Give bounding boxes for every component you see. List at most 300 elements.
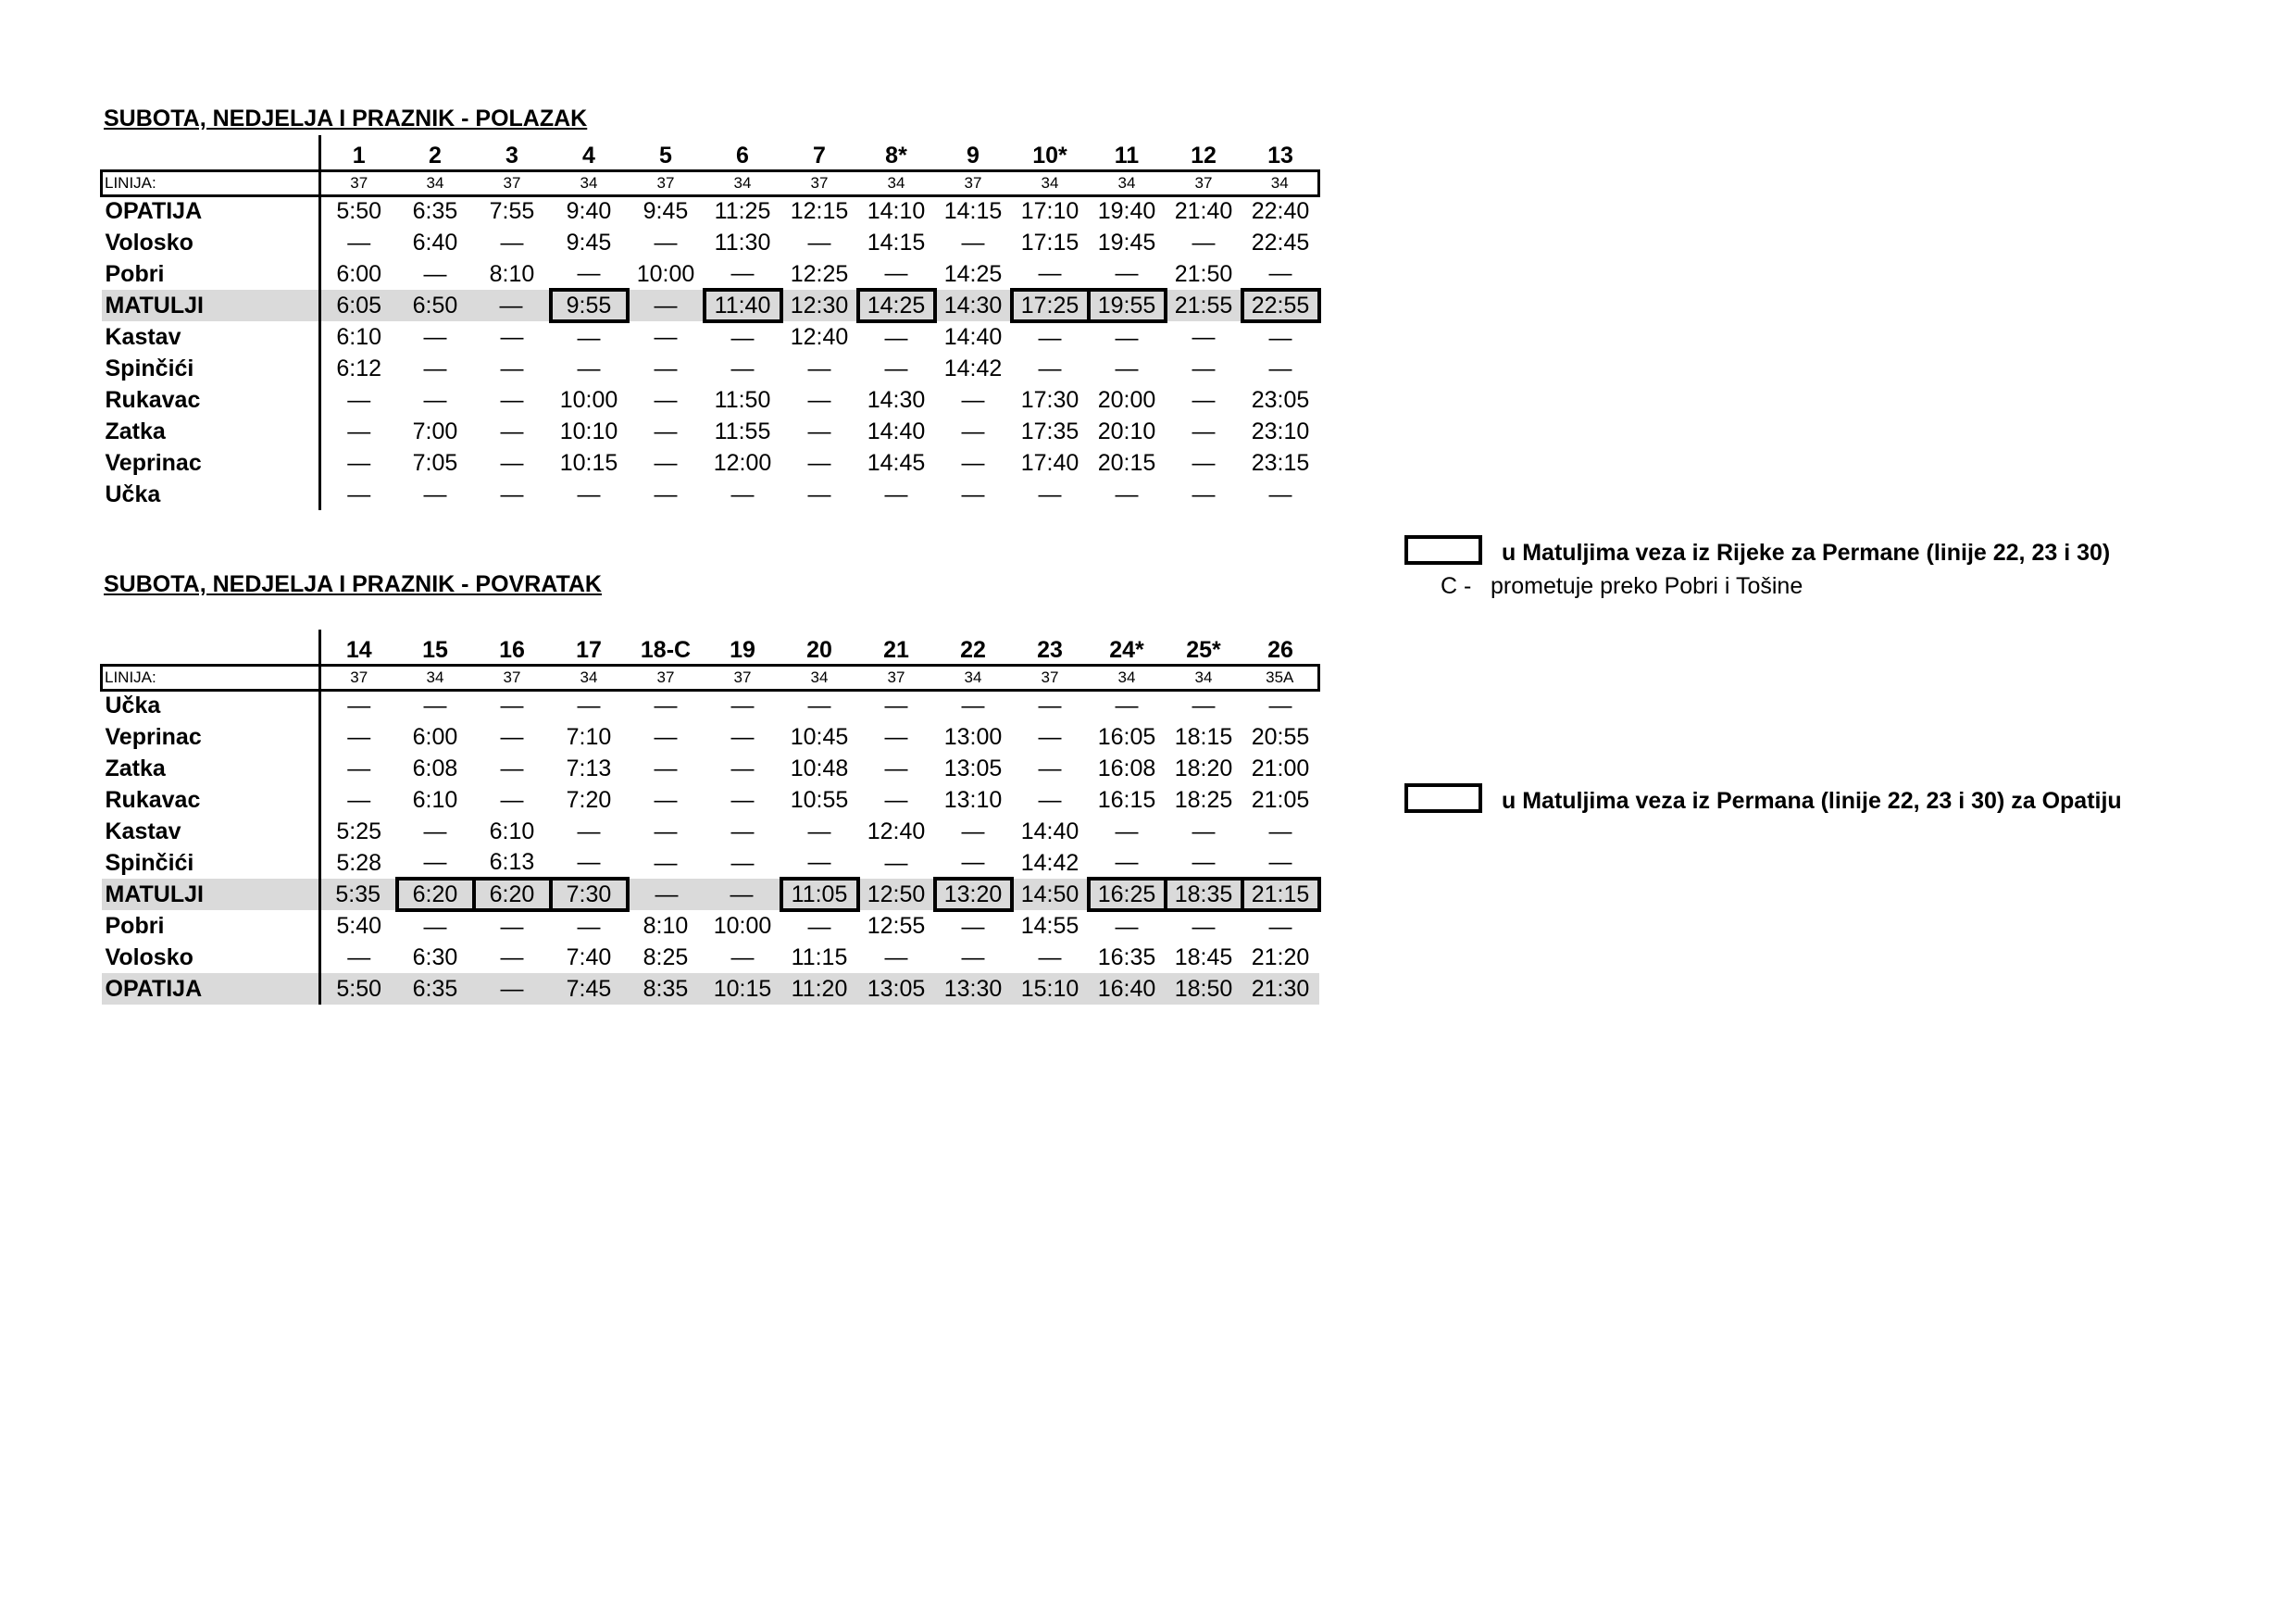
line-number: 34 (397, 665, 474, 690)
departure-time: 10:48 (790, 755, 849, 781)
departure-time: — (577, 693, 601, 719)
departure-time: 10:15 (559, 449, 618, 476)
departure-time: 6:35 (397, 973, 474, 1005)
departure-time: — (577, 481, 601, 507)
departure-time: 11:20 (781, 973, 858, 1005)
trip-number: 5 (659, 142, 672, 169)
departure-time: — (1192, 323, 1216, 350)
departure-time: — (1038, 786, 1062, 813)
trip-number: 16 (499, 636, 525, 663)
departure-time: 14:10 (867, 198, 926, 225)
line-number: 34 (1089, 665, 1166, 690)
stop-name: Spinčići (102, 847, 320, 879)
departure-time: 10:10 (559, 418, 618, 444)
trip-number: 23 (1037, 636, 1063, 663)
departure-time: — (423, 386, 447, 413)
line-number: 34 (551, 170, 628, 195)
stop-row (102, 784, 1319, 816)
trip-number: 26 (1267, 636, 1293, 663)
header-corner (102, 630, 320, 665)
trip-number: 14 (345, 636, 372, 663)
stop-name: OPATIJA (102, 973, 320, 1005)
departure-time: — (654, 849, 678, 876)
line-number: 34 (935, 665, 1012, 690)
departure-time: — (474, 973, 551, 1005)
stop-row (102, 973, 1319, 1005)
departure-time: 7:10 (566, 723, 612, 750)
stop-name: Učka (102, 690, 320, 721)
departure-time: — (1192, 913, 1216, 940)
departure-time: 21:20 (1251, 943, 1310, 970)
departure-time: — (705, 879, 781, 910)
departure-time: 5:50 (336, 198, 382, 225)
departure-time: 8:35 (628, 973, 705, 1005)
trip-number-row (102, 630, 1319, 665)
departure-time: — (423, 818, 447, 844)
departure-time: — (500, 755, 524, 781)
stop-name: MATULJI (102, 879, 320, 910)
departure-time: 5:28 (336, 849, 382, 876)
departure-time: — (500, 323, 524, 350)
departure-time: — (654, 229, 678, 256)
line-number: 37 (1012, 665, 1089, 690)
departure-time: 7:05 (412, 449, 458, 476)
departure-time: — (500, 723, 524, 750)
departure-time: 6:35 (412, 198, 458, 225)
departure-time: 17:35 (1020, 418, 1079, 444)
departure-time: — (807, 386, 831, 413)
departure-time: — (730, 786, 755, 813)
departure-time: 5:50 (320, 973, 397, 1005)
departure-time: 22:55 (1242, 290, 1319, 321)
departure-time: 13:30 (935, 973, 1012, 1005)
departure-time: — (961, 229, 985, 256)
departure-time: — (423, 481, 447, 507)
stop-row (102, 942, 1319, 973)
stop-row (102, 258, 1319, 290)
departure-time: — (347, 943, 371, 970)
departure-time: — (654, 693, 678, 719)
departure-time: 5:35 (320, 879, 397, 910)
departure-time: — (730, 355, 755, 381)
stop-name: Zatka (102, 416, 320, 447)
departure-time: 18:25 (1174, 786, 1233, 813)
departure-time: 6:12 (336, 355, 382, 381)
departure-time: 9:45 (566, 229, 612, 256)
departure-time: — (1268, 913, 1292, 940)
stop-row (102, 721, 1319, 753)
line-number: 34 (781, 665, 858, 690)
polazak-timetable (100, 135, 1321, 510)
departure-time: — (654, 818, 678, 844)
departure-time: — (347, 418, 371, 444)
departure-time: 14:25 (858, 290, 935, 321)
line-number: 34 (397, 170, 474, 195)
departure-time: 7:20 (566, 786, 612, 813)
povratak-timetable (100, 630, 1321, 1005)
departure-time: 11:15 (791, 943, 848, 970)
legend-text-polazak: u Matuljima veza iz Rijeke za Permane (linije 22, 23 i 30) (1502, 540, 2111, 566)
trip-number: 4 (582, 142, 595, 169)
departure-time: 14:40 (1020, 818, 1079, 844)
departure-time: — (961, 693, 985, 719)
departure-time: 15:10 (1012, 973, 1089, 1005)
departure-time: — (1115, 259, 1139, 286)
departure-time: — (1268, 693, 1292, 719)
departure-time: 16:05 (1097, 723, 1156, 750)
line-number: 34 (1166, 665, 1242, 690)
trip-number: 24* (1109, 636, 1144, 663)
departure-time: — (1268, 848, 1292, 875)
departure-time: — (961, 818, 985, 844)
departure-time: — (577, 259, 601, 286)
stop-row (102, 753, 1319, 784)
departure-time: 8:10 (643, 912, 689, 939)
departure-time: — (654, 723, 678, 750)
departure-time: 14:15 (943, 198, 1003, 225)
line-number: 37 (628, 170, 705, 195)
header-corner (102, 135, 320, 170)
departure-time: 13:05 (943, 755, 1003, 781)
legend-text-povratak: u Matuljima veza iz Permana (linije 22, 23 i 30) za Opatiju (1502, 788, 2122, 814)
departure-time: — (1192, 386, 1216, 413)
departure-time: — (1115, 848, 1139, 875)
departure-time: 10:55 (790, 786, 849, 813)
departure-time: 18:45 (1174, 943, 1233, 970)
departure-time: 12:25 (790, 260, 849, 287)
departure-time: 12:50 (858, 879, 935, 910)
stop-row (102, 847, 1319, 879)
departure-time: 20:00 (1097, 386, 1156, 413)
departure-time: — (884, 943, 908, 970)
trip-number: 1 (352, 142, 366, 169)
departure-time: 6:20 (397, 879, 474, 910)
departure-time: — (1268, 259, 1292, 286)
departure-time: — (884, 849, 908, 876)
departure-time: — (654, 323, 678, 350)
departure-time: — (1115, 324, 1139, 351)
stop-name: Pobri (102, 258, 320, 290)
note-text: prometuje preko Pobri i Tošine (1491, 573, 1803, 599)
departure-time: 23:05 (1251, 386, 1310, 413)
departure-time: — (730, 481, 755, 507)
departure-time: 22:40 (1251, 198, 1310, 225)
departure-time: 20:15 (1097, 449, 1156, 476)
departure-time: — (347, 449, 371, 476)
departure-time: — (730, 943, 755, 970)
departure-time: — (654, 449, 678, 476)
departure-time: — (1268, 355, 1292, 381)
departure-time: — (1115, 693, 1139, 719)
stop-row (102, 195, 1319, 227)
departure-time: 14:30 (935, 290, 1012, 321)
line-number: 34 (551, 665, 628, 690)
departure-time: — (1192, 229, 1216, 256)
trip-number: 20 (806, 636, 832, 663)
trip-number: 22 (960, 636, 986, 663)
departure-time: — (807, 481, 831, 507)
line-label: LINIJA: (102, 170, 320, 195)
line-number: 37 (320, 665, 397, 690)
stop-row (102, 290, 1319, 321)
departure-time: 7:30 (551, 879, 628, 910)
departure-time: 14:42 (1020, 849, 1079, 876)
departure-time: — (423, 323, 447, 350)
departure-time: — (730, 849, 755, 876)
departure-time: 21:00 (1251, 755, 1310, 781)
departure-time: — (577, 848, 601, 875)
stop-name: Veprinac (102, 721, 320, 753)
departure-time: — (1115, 913, 1139, 940)
departure-time: — (347, 481, 371, 507)
departure-time: — (884, 355, 908, 381)
departure-time: — (961, 386, 985, 413)
departure-time: 14:40 (943, 323, 1003, 350)
departure-time: 11:50 (714, 386, 771, 413)
departure-time: — (347, 723, 371, 750)
departure-time: — (654, 786, 678, 813)
departure-time: — (961, 449, 985, 476)
departure-time: 16:40 (1089, 973, 1166, 1005)
departure-time: — (961, 943, 985, 970)
trip-number: 6 (736, 142, 749, 169)
line-number: 34 (1089, 170, 1166, 195)
departure-time: — (654, 755, 678, 781)
stop-name: Učka (102, 479, 320, 510)
stop-name: Zatka (102, 753, 320, 784)
stop-row (102, 910, 1319, 942)
departure-time: — (628, 879, 705, 910)
departure-time: — (347, 693, 371, 719)
departure-time: — (807, 818, 831, 844)
departure-time: — (1268, 818, 1292, 844)
departure-time: 7:45 (551, 973, 628, 1005)
departure-time: 17:15 (1020, 229, 1079, 256)
departure-time: 21:50 (1174, 260, 1233, 287)
line-number: 37 (705, 665, 781, 690)
departure-time: 12:40 (867, 818, 926, 844)
departure-time: 13:20 (935, 879, 1012, 910)
departure-time: — (347, 229, 371, 256)
stop-name: Volosko (102, 227, 320, 258)
stop-name: Kastav (102, 321, 320, 353)
departure-time: 17:25 (1012, 290, 1089, 321)
departure-time: 14:30 (867, 386, 926, 413)
departure-time: 9:40 (566, 198, 612, 225)
departure-time: 8:10 (489, 260, 535, 287)
departure-time: 22:45 (1251, 229, 1310, 256)
departure-time: — (961, 848, 985, 875)
departure-time: — (730, 723, 755, 750)
line-number: 34 (1012, 170, 1089, 195)
trip-number: 11 (1114, 142, 1140, 169)
departure-time: 16:08 (1097, 755, 1156, 781)
trip-number: 19 (730, 636, 755, 663)
departure-time: — (1192, 449, 1216, 476)
departure-time: — (500, 913, 524, 940)
departure-time: — (1038, 481, 1062, 507)
departure-time: — (730, 818, 755, 844)
departure-time: 16:35 (1097, 943, 1156, 970)
departure-time: 10:45 (790, 723, 849, 750)
departure-time: 23:15 (1251, 449, 1310, 476)
departure-time: 6:13 (489, 848, 535, 875)
stop-name: Kastav (102, 816, 320, 847)
departure-time: 6:00 (336, 260, 382, 287)
trip-number: 12 (1191, 142, 1217, 169)
departure-time: — (500, 229, 524, 256)
departure-time: 6:10 (336, 323, 382, 350)
departure-time: — (884, 481, 908, 507)
departure-time: 7:13 (566, 755, 612, 781)
departure-time: — (347, 755, 371, 781)
departure-time: — (730, 693, 755, 719)
departure-time: 19:40 (1097, 198, 1156, 225)
departure-time: — (807, 418, 831, 444)
departure-time: — (884, 324, 908, 351)
departure-time: 14:45 (867, 449, 926, 476)
departure-time: — (1038, 259, 1062, 286)
departure-time: — (1115, 481, 1139, 507)
stop-row (102, 690, 1319, 721)
line-number-row (102, 170, 1319, 195)
trip-number: 15 (422, 636, 448, 663)
departure-time: — (1115, 818, 1139, 844)
departure-time: 17:10 (1020, 198, 1079, 225)
departure-time: — (1038, 943, 1062, 970)
departure-time: — (500, 481, 524, 507)
departure-time: — (654, 481, 678, 507)
line-label: LINIJA: (102, 665, 320, 690)
line-number: 34 (858, 170, 935, 195)
departure-time: — (347, 386, 371, 413)
departure-time: — (1268, 481, 1292, 507)
departure-time: 6:40 (412, 229, 458, 256)
departure-time: — (1038, 755, 1062, 781)
stop-row (102, 447, 1319, 479)
departure-time: — (347, 786, 371, 813)
departure-time: 12:00 (713, 449, 772, 476)
departure-time: — (500, 418, 524, 444)
departure-time: 11:40 (705, 290, 781, 321)
departure-time: 21:05 (1251, 786, 1310, 813)
departure-time: — (807, 449, 831, 476)
departure-time: — (884, 259, 908, 286)
line-number: 35A (1242, 665, 1319, 690)
line-number: 37 (628, 665, 705, 690)
departure-time: 20:55 (1251, 723, 1310, 750)
stop-name: Veprinac (102, 447, 320, 479)
departure-time: 11:55 (714, 418, 771, 444)
departure-time: 18:15 (1174, 723, 1233, 750)
departure-time: 13:05 (858, 973, 935, 1005)
stop-name: Pobri (102, 910, 320, 942)
departure-time: 21:15 (1242, 879, 1319, 910)
departure-time: — (884, 693, 908, 719)
legend-box-povratak (1404, 783, 1482, 813)
stop-row (102, 353, 1319, 384)
departure-time: 7:55 (489, 198, 535, 225)
departure-time: 6:10 (489, 818, 535, 844)
departure-time: 17:30 (1020, 386, 1079, 413)
departure-time: — (1192, 848, 1216, 875)
povratak-title: SUBOTA, NEDJELJA I PRAZNIK - POVRATAK (104, 571, 602, 597)
departure-time: 6:05 (320, 290, 397, 321)
departure-time: 7:00 (412, 418, 458, 444)
departure-time: — (1192, 418, 1216, 444)
departure-time: — (628, 290, 705, 321)
departure-time: 6:00 (412, 723, 458, 750)
trip-number: 13 (1267, 142, 1293, 169)
departure-time: — (500, 693, 524, 719)
departure-time: 13:00 (943, 723, 1003, 750)
departure-time: 10:15 (705, 973, 781, 1005)
departure-time: 12:40 (790, 323, 849, 350)
departure-time: — (1192, 693, 1216, 719)
departure-time: — (1038, 723, 1062, 750)
departure-time: — (500, 449, 524, 476)
departure-time: 14:55 (1020, 912, 1079, 939)
departure-time: — (730, 324, 755, 351)
departure-time: 13:10 (943, 786, 1003, 813)
stop-row (102, 816, 1319, 847)
departure-time: 12:30 (781, 290, 858, 321)
trip-number: 21 (883, 636, 909, 663)
departure-time: 17:40 (1020, 449, 1079, 476)
departure-time: — (807, 913, 831, 940)
stop-row (102, 479, 1319, 510)
stop-name: Volosko (102, 942, 320, 973)
departure-time: 9:45 (643, 198, 689, 225)
trip-number: 17 (576, 636, 602, 663)
departure-time: 11:05 (781, 879, 858, 910)
departure-time: — (500, 943, 524, 970)
departure-time: 23:10 (1251, 418, 1310, 444)
departure-time: — (730, 755, 755, 781)
stop-row (102, 879, 1319, 910)
departure-time: 16:25 (1089, 879, 1166, 910)
polazak-title: SUBOTA, NEDJELJA I PRAZNIK - POLAZAK (104, 106, 588, 131)
departure-time: 11:30 (714, 229, 771, 256)
departure-time: 18:35 (1166, 879, 1242, 910)
line-number-row (102, 665, 1319, 690)
departure-time: — (577, 818, 601, 844)
departure-time: 6:20 (474, 879, 551, 910)
departure-time: — (884, 755, 908, 781)
line-number: 37 (781, 170, 858, 195)
departure-time: — (474, 290, 551, 321)
departure-time: — (577, 913, 601, 940)
departure-time: 5:25 (336, 818, 382, 844)
legend-box-polazak (1404, 535, 1482, 565)
trip-number: 25* (1186, 636, 1221, 663)
note-code: C - (1441, 573, 1472, 599)
departure-time: — (423, 355, 447, 381)
departure-time: — (1192, 481, 1216, 507)
departure-time: 18:20 (1174, 755, 1233, 781)
departure-time: — (1192, 818, 1216, 844)
departure-time: 10:00 (559, 386, 618, 413)
departure-time: 12:15 (790, 198, 849, 225)
departure-time: 12:55 (867, 912, 926, 939)
departure-time: 14:50 (1012, 879, 1089, 910)
departure-time: 19:55 (1089, 290, 1166, 321)
line-number: 37 (320, 170, 397, 195)
departure-time: 7:40 (566, 943, 612, 970)
departure-time: 9:55 (551, 290, 628, 321)
departure-time: — (1038, 355, 1062, 381)
departure-time: 6:50 (397, 290, 474, 321)
